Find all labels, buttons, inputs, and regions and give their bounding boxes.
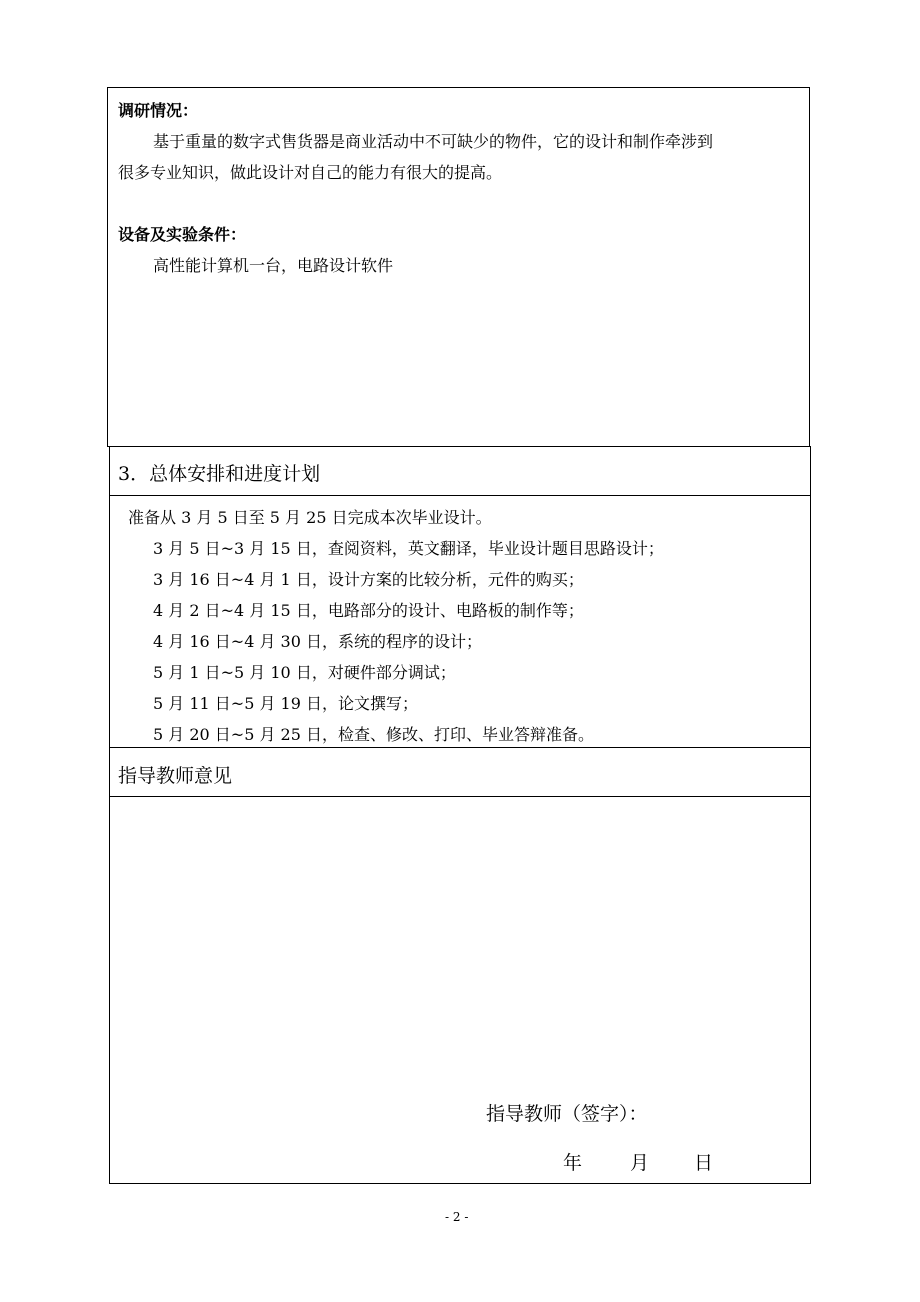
schedule-intro: 准备从 3 月 5 日至 5 月 25 日完成本次毕业设计。	[128, 508, 492, 527]
schedule-item: 4 月 16 日~4 月 30 日，系统的程序的设计；	[153, 632, 483, 651]
equipment-heading: 设备及实验条件：	[118, 225, 247, 244]
schedule-item: 5 月 1 日~5 月 10 日，对硬件部分调试；	[153, 663, 456, 682]
schedule-item: 4 月 2 日~4 月 15 日，电路部分的设计、电路板的制作等；	[153, 601, 584, 620]
schedule-item: 5 月 20 日~5 月 25 日，检查、修改、打印、毕业答辩准备。	[153, 725, 595, 744]
schedule-heading-divider	[109, 495, 811, 496]
advisor-heading-bottom-divider	[109, 796, 811, 797]
date-day: 日	[694, 1152, 714, 1174]
page-number: - 2 -	[445, 1210, 469, 1224]
equipment-line: 高性能计算机一台，电路设计软件	[153, 256, 394, 275]
date-year: 年	[563, 1152, 583, 1174]
date-month: 月	[630, 1152, 650, 1174]
schedule-heading: 3．总体安排和进度计划	[118, 463, 321, 485]
advisor-heading-top-divider	[109, 747, 811, 748]
advisor-signature-label: 指导教师（签字）：	[486, 1103, 648, 1125]
research-heading: 调研情况：	[118, 101, 199, 120]
advisor-heading: 指导教师意见	[118, 765, 233, 787]
schedule-item: 3 月 5 日~3 月 15 日，查阅资料，英文翻译，毕业设计题目思路设计；	[153, 539, 664, 558]
research-line-2: 很多专业知识，做此设计对自己的能力有很大的提高。	[118, 163, 503, 182]
research-line-1: 基于重量的数字式售货器是商业活动中不可缺少的物件，它的设计和制作牵涉到	[153, 132, 714, 151]
schedule-item: 3 月 16 日~4 月 1 日，设计方案的比较分析，元件的购买；	[153, 570, 584, 589]
schedule-item: 5 月 11 日~5 月 19 日，论文撰写；	[153, 694, 419, 713]
